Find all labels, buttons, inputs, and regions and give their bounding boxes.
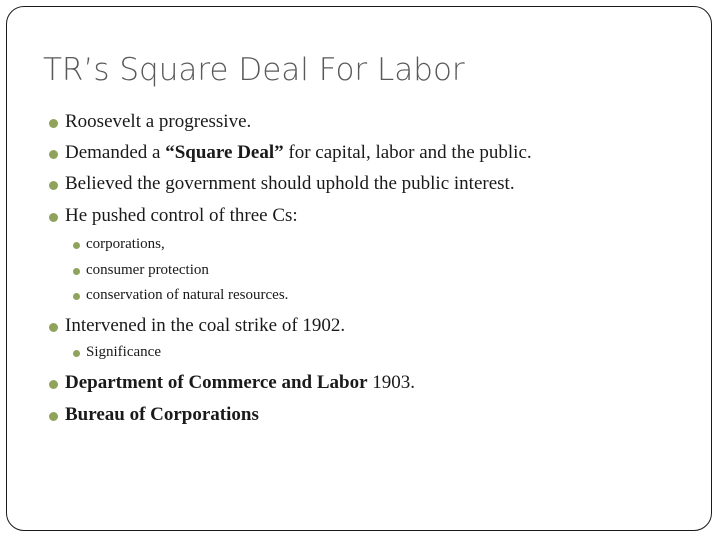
sub-bullet-item <box>86 344 161 361</box>
bullet-text: Demanded a <box>65 142 166 163</box>
sub-bullet-dot <box>73 242 80 249</box>
sub-bullet-text: Significance <box>86 344 161 360</box>
sub-bullet-text: corporations, <box>86 236 165 252</box>
bullet-text: Roosevelt a progressive. <box>65 111 252 132</box>
sub-bullet-dot <box>73 268 80 275</box>
bullet-dot <box>49 412 58 421</box>
bullet-dot <box>49 150 58 159</box>
sub-bullet-item <box>86 287 288 304</box>
bullet-item <box>65 372 415 394</box>
bullet-item <box>65 111 251 133</box>
bullet-dot <box>49 213 58 222</box>
bullet-dot <box>49 119 58 128</box>
bullet-text: Intervened in the coal strike of 1902. <box>65 315 346 336</box>
slide-title: TR’s Square Deal For Labor <box>43 52 465 88</box>
sub-bullet-dot <box>73 293 80 300</box>
bullet-item <box>65 404 259 426</box>
bullet-text: for capital, labor and the public. <box>283 142 532 163</box>
bullet-text: 1903. <box>367 372 416 393</box>
bullet-dot <box>49 380 58 389</box>
bullet-text-bold: Department of Commerce and Labor <box>65 372 368 393</box>
bullet-text: He pushed control of three Cs: <box>65 205 298 226</box>
bullet-item <box>65 315 345 337</box>
sub-bullet-dot <box>73 350 80 357</box>
sub-bullet-item <box>86 262 209 279</box>
sub-bullet-text: conservation of natural resources. <box>86 287 289 303</box>
bullet-text-bold: “Square Deal” <box>165 142 284 163</box>
bullet-text-bold: Bureau of Corporations <box>65 404 259 425</box>
bullet-text: Believed the government should uphold the public interest. <box>65 173 515 194</box>
bullet-item <box>65 205 298 227</box>
bullet-item <box>65 173 515 195</box>
bullet-item <box>65 142 532 164</box>
bullet-dot <box>49 181 58 190</box>
sub-bullet-text: consumer protection <box>86 262 209 278</box>
bullet-dot <box>49 323 58 332</box>
sub-bullet-item <box>86 236 165 253</box>
